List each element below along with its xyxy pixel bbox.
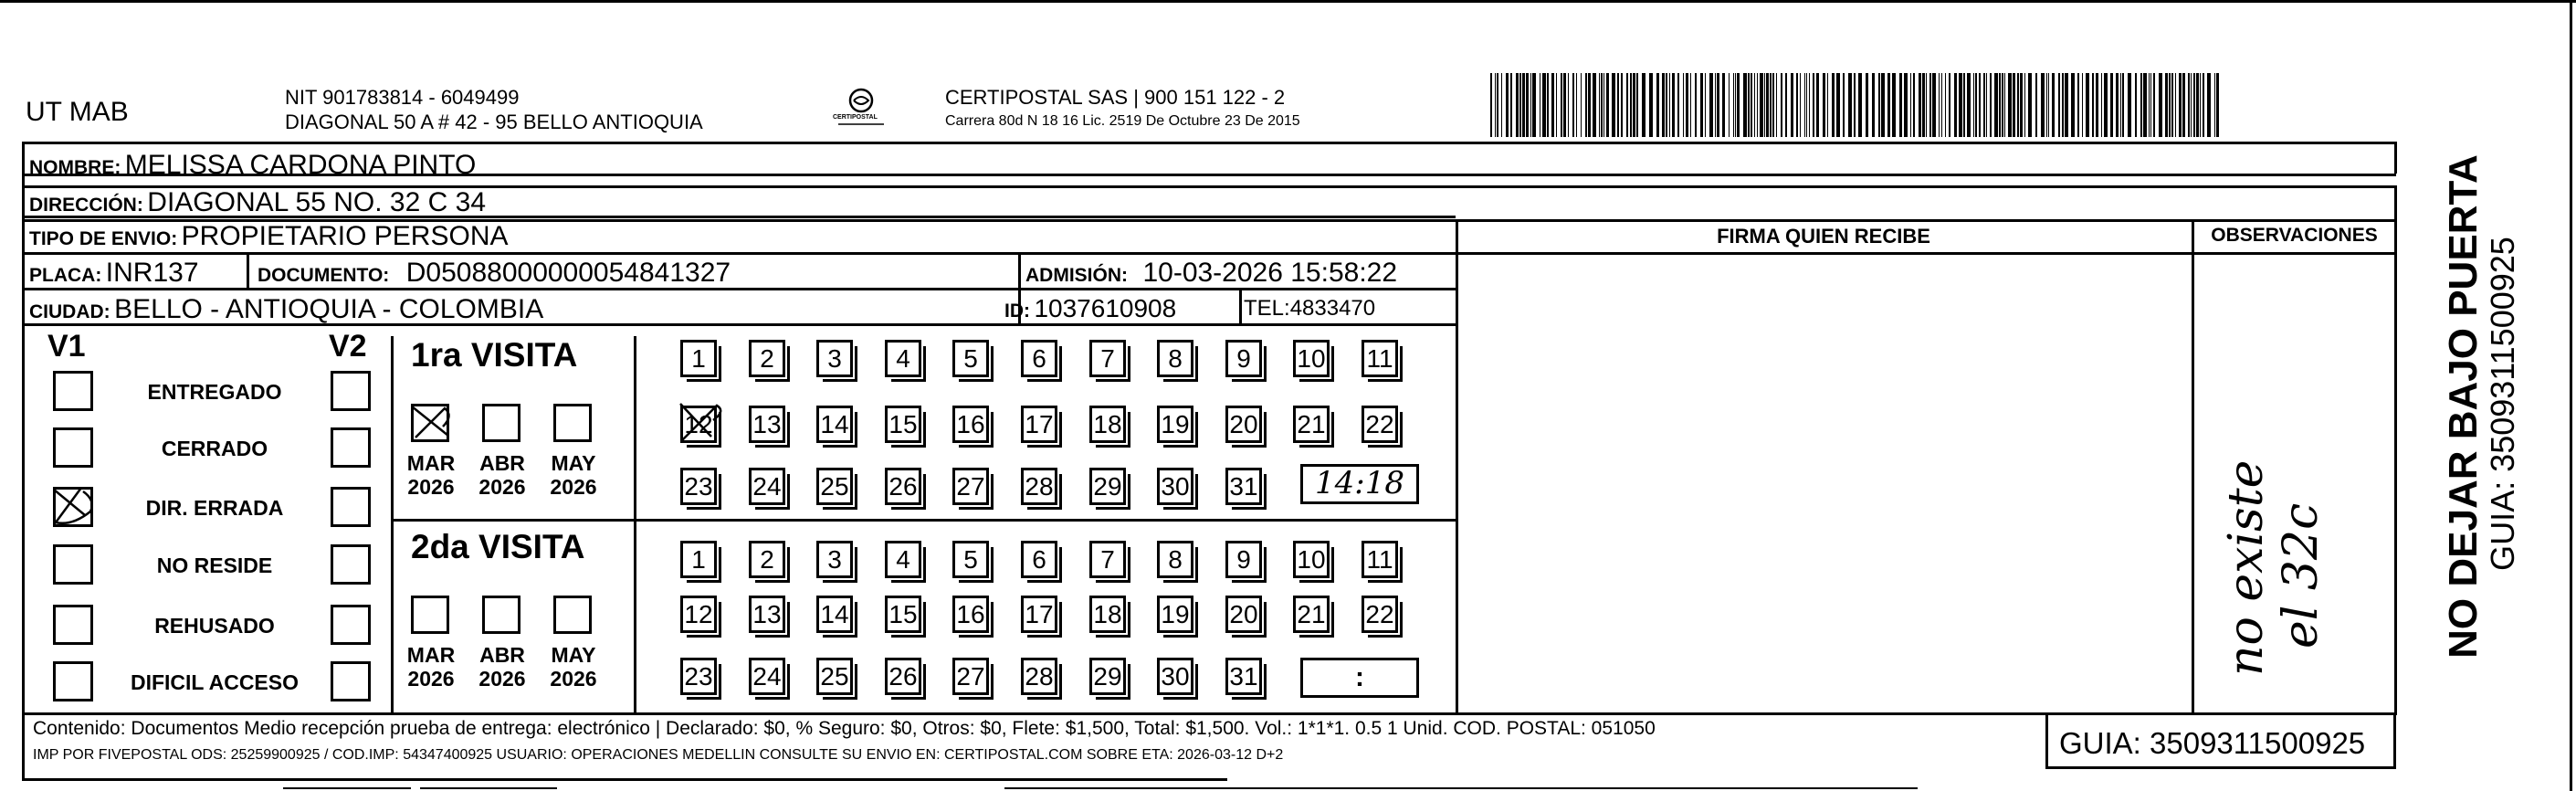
first-visit-title: 1ra VISITA [411, 336, 578, 374]
first-visit-day-30[interactable]: 30 [1157, 468, 1193, 505]
check-mark-icon [48, 484, 103, 528]
month-year: 2026 [478, 475, 526, 499]
tel-label: TEL: [1244, 296, 1290, 321]
first-visit-day-20[interactable]: 20 [1225, 406, 1262, 443]
id-value: 1037610908 [1034, 294, 1177, 322]
frame-left [22, 142, 25, 781]
second-visit-day-15[interactable]: 15 [885, 596, 921, 633]
v1-header: V1 [47, 329, 86, 364]
first-visit-day-27[interactable]: 27 [952, 468, 989, 505]
side-guia: GUIA: 3509311500925 [2484, 237, 2521, 571]
second-visit-day-5[interactable]: 5 [952, 541, 989, 578]
observaciones-header: OBSERVACIONES [2211, 225, 2378, 246]
month-label [544, 451, 603, 499]
sender-address: DIAGONAL 50 A # 42 - 95 BELLO ANTIOQUIA [285, 111, 703, 133]
second-visit-day-7[interactable]: 7 [1089, 541, 1126, 578]
second-visit-day-17[interactable]: 17 [1021, 596, 1057, 633]
first-visit-day-25[interactable]: 25 [816, 468, 853, 505]
direccion-value: DIAGONAL 55 NO. 32 C 34 [147, 187, 487, 217]
ciudad-value: BELLO - ANTIOQUIA - COLOMBIA [114, 294, 544, 324]
second-visit-month-box[interactable] [553, 596, 592, 634]
direccion-label: DIRECCIÓN: [29, 195, 143, 216]
second-visit-day-13[interactable]: 13 [749, 596, 785, 633]
second-visit-day-28[interactable]: 28 [1021, 658, 1057, 695]
second-visit-day-29[interactable]: 29 [1089, 658, 1126, 695]
second-visit-day-3[interactable]: 3 [816, 541, 853, 578]
bottom-mark-1 [283, 787, 411, 789]
company-license: Carrera 80d N 18 16 Lic. 2519 De Octubre 23 De 2015 [945, 113, 1300, 129]
v1-checkbox[interactable] [53, 544, 93, 585]
frame-right [2394, 185, 2397, 715]
second-visit-day-8[interactable]: 8 [1157, 541, 1193, 578]
placa-label: PLACA: [29, 265, 102, 286]
first-visit-day-15[interactable]: 15 [885, 406, 921, 443]
first-visit-day-14[interactable]: 14 [816, 406, 853, 443]
side-warning: NO DEJAR BAJO PUERTA [2441, 154, 2486, 659]
first-visit-day-7[interactable]: 7 [1089, 340, 1126, 377]
second-visit-day-30[interactable]: 30 [1157, 658, 1193, 695]
first-visit-day-16[interactable]: 16 [952, 406, 989, 443]
v2-checkbox[interactable] [331, 371, 371, 411]
status-option-label: DIFICIL ACCESO [130, 670, 299, 694]
documento-label: DOCUMENTO: [258, 265, 390, 286]
direccion-row [29, 187, 486, 218]
bottom-mark-2 [420, 787, 557, 789]
first-visit-month-box[interactable] [553, 404, 592, 442]
first-visit-day-4[interactable]: 4 [885, 340, 921, 377]
second-visit-day-9[interactable]: 9 [1225, 541, 1262, 578]
status-option-label: ENTREGADO [147, 380, 282, 404]
month-year: 2026 [478, 667, 526, 691]
admision-label: ADMISIÓN: [1025, 265, 1128, 286]
first-visit-day-29[interactable]: 29 [1089, 468, 1126, 505]
v2-header: V2 [329, 329, 367, 364]
first-visit-month-box[interactable] [482, 404, 520, 442]
second-visit-day-20[interactable]: 20 [1225, 596, 1262, 633]
second-visit-day-11[interactable]: 11 [1362, 541, 1398, 578]
certipostal-logo [829, 84, 893, 130]
footer-print-info: IMP POR FIVEPOSTAL ODS: 25259900925 / COD.IMP: 54347400925 USUARIO: OPERACIONES MEDELLIN CONSULTE SU ENVIO EN: CERTIPOSTAL.COM SOBRE ETA: 2026-03-12 D+2 [33, 747, 1284, 763]
month-name: ABR [479, 643, 525, 667]
first-visit-day-9[interactable]: 9 [1225, 340, 1262, 377]
footer-bottom-line [22, 778, 1227, 781]
barcode [1490, 73, 2219, 137]
v1-checkbox[interactable] [53, 427, 93, 468]
placa-value: INR137 [105, 258, 199, 288]
id-row [1004, 294, 1176, 323]
first-visit-day-22[interactable]: 22 [1362, 406, 1398, 443]
month-year: 2026 [550, 475, 597, 499]
nombre-label: NOMBRE: [29, 157, 121, 178]
observaciones-note-line-1: no existe [2219, 459, 2274, 676]
second-visit-day-22[interactable]: 22 [1362, 596, 1398, 633]
right-edge [2570, 0, 2572, 791]
nombre-value: MELISSA CARDONA PINTO [124, 150, 477, 180]
second-visit-day-18[interactable]: 18 [1089, 596, 1126, 633]
first-visit-day-1[interactable]: 1 [680, 340, 717, 377]
observaciones-note [2192, 402, 2329, 712]
v1-checkbox[interactable] [53, 371, 93, 411]
month-label [473, 643, 531, 691]
month-name: MAR [406, 643, 456, 667]
nombre-row [29, 150, 476, 181]
company-name: CERTIPOSTAL SAS | 900 151 122 - 2 [945, 86, 1286, 109]
second-visit-day-24[interactable]: 24 [749, 658, 785, 695]
v2-checkbox[interactable] [331, 605, 371, 645]
footer-guia-box [2045, 712, 2396, 769]
month-label [473, 451, 531, 499]
signature-area[interactable] [1461, 255, 2182, 710]
first-visit-day-18[interactable]: 18 [1089, 406, 1126, 443]
second-visit-day-23[interactable]: 23 [680, 658, 717, 695]
tipo-row [29, 221, 509, 252]
second-visit-month-box[interactable] [411, 596, 449, 634]
second-visit-title: 2da VISITA [411, 528, 585, 565]
second-visit-month-box[interactable] [482, 596, 520, 634]
first-visit-day-3[interactable]: 3 [816, 340, 853, 377]
second-visit-day-16[interactable]: 16 [952, 596, 989, 633]
second-visit-day-6[interactable]: 6 [1021, 541, 1057, 578]
first-visit-day-6[interactable]: 6 [1021, 340, 1057, 377]
second-visit-day-19[interactable]: 19 [1157, 596, 1193, 633]
ciudad-label: CIUDAD: [29, 301, 110, 322]
month-name: MAY [551, 451, 596, 475]
logo-text: CERTIPOSTAL [833, 114, 878, 121]
second-visit-day-4[interactable]: 4 [885, 541, 921, 578]
tipo-value: PROPIETARIO PERSONA [181, 221, 509, 251]
v1-checkbox[interactable] [53, 661, 93, 701]
first-visit-day-12[interactable]: 12 [680, 406, 717, 443]
month-name: MAR [406, 451, 456, 475]
second-visit-day-26[interactable]: 26 [885, 658, 921, 695]
frame-top [22, 142, 2394, 144]
tel-row [1244, 296, 1375, 322]
top-edge [0, 0, 2576, 3]
second-visit-day-25[interactable]: 25 [816, 658, 853, 695]
first-visit-day-26[interactable]: 26 [885, 468, 921, 505]
footer-guia: GUIA: 3509311500925 [2059, 726, 2366, 760]
first-visit-day-2[interactable]: 2 [749, 340, 785, 377]
month-label [402, 643, 460, 691]
month-divider [634, 336, 636, 712]
ciudad-row [29, 294, 543, 325]
first-visit-day-13[interactable]: 13 [749, 406, 785, 443]
tel-value: 4833470 [1289, 296, 1376, 321]
status-option-label: DIR. ERRADA [145, 496, 284, 520]
second-visit-day-21[interactable]: 21 [1293, 596, 1330, 633]
first-visit-day-11[interactable]: 11 [1362, 340, 1398, 377]
bottom-mark-3 [1004, 787, 1918, 789]
second-visit-day-1[interactable]: 1 [680, 541, 717, 578]
status-option-label: CERRADO [161, 437, 268, 460]
month-year: 2026 [550, 667, 597, 691]
visit-options-divider [391, 336, 394, 712]
id-label: ID: [1004, 301, 1030, 322]
second-visit-day-2[interactable]: 2 [749, 541, 785, 578]
second-visit-day-27[interactable]: 27 [952, 658, 989, 695]
admision-value: 10-03-2026 15:58:22 [1142, 258, 1398, 288]
second-visit-day-14[interactable]: 14 [816, 596, 853, 633]
footer-top-line [22, 712, 2396, 715]
documento-row [258, 258, 731, 289]
first-visit-day-10[interactable]: 10 [1293, 340, 1330, 377]
first-visit-day-31[interactable]: 31 [1225, 468, 1262, 505]
v2-checkbox[interactable] [331, 427, 371, 468]
status-option-label: REHUSADO [154, 614, 275, 638]
first-visit-day-23[interactable]: 23 [680, 468, 717, 505]
placa-divider [247, 252, 249, 288]
second-visit-day-12[interactable]: 12 [680, 596, 717, 633]
first-visit-day-8[interactable]: 8 [1157, 340, 1193, 377]
admision-row [1025, 258, 1397, 289]
first-visit-day-19[interactable]: 19 [1157, 406, 1193, 443]
first-visit-time-box[interactable] [1300, 464, 1419, 504]
tel-divider [1239, 288, 1242, 323]
placa-row [29, 258, 199, 289]
footer-contents: Contenido: Documentos Medio recepción prueba de entrega: electrónico | Declarado: $0, % Seguro: $0, Otros: $0, Flete: $1,500, Total: $1,500. Vol.: 1*1*1. 0.5 1 Unid. COD. POSTAL: 051050 [33, 718, 1656, 739]
second-visit-day-31[interactable]: 31 [1225, 658, 1262, 695]
month-label [544, 643, 603, 691]
v1-checkbox[interactable] [53, 487, 93, 527]
sender-nit: NIT 901783814 - 6049499 [285, 86, 520, 109]
status-option-label: NO RESIDE [156, 554, 273, 577]
visit-split-line [391, 519, 1456, 522]
first-visit-time: 14:18 [1315, 465, 1404, 501]
firma-header: FIRMA QUIEN RECIBE [1717, 225, 1930, 248]
first-visit-day-17[interactable]: 17 [1021, 406, 1057, 443]
second-visit-time-box[interactable] [1300, 658, 1419, 698]
month-name: MAY [551, 643, 596, 667]
second-visit-day-10[interactable]: 10 [1293, 541, 1330, 578]
side-label [2411, 154, 2521, 676]
v2-checkbox[interactable] [331, 544, 371, 585]
second-visit-time: : [1355, 662, 1364, 692]
month-year: 2026 [407, 475, 455, 499]
v1-checkbox[interactable] [53, 605, 93, 645]
v2-checkbox[interactable] [331, 661, 371, 701]
first-visit-day-5[interactable]: 5 [952, 340, 989, 377]
frame-right-top [2394, 142, 2397, 174]
firma-left-divider [1456, 219, 1458, 712]
tipo-label: TIPO DE ENVIO: [29, 228, 178, 249]
observaciones-note-line-2: el 32c [2274, 502, 2329, 649]
first-visit-month-box[interactable] [411, 404, 449, 442]
check-mark-icon [408, 403, 456, 443]
documento-value: D05088000000054841327 [405, 258, 731, 288]
month-name: ABR [479, 451, 525, 475]
month-year: 2026 [407, 667, 455, 691]
first-visit-day-24[interactable]: 24 [749, 468, 785, 505]
sender-name: UT MAB [26, 97, 129, 127]
v2-checkbox[interactable] [331, 487, 371, 527]
first-visit-day-21[interactable]: 21 [1293, 406, 1330, 443]
month-label [402, 451, 460, 499]
first-visit-day-28[interactable]: 28 [1021, 468, 1057, 505]
